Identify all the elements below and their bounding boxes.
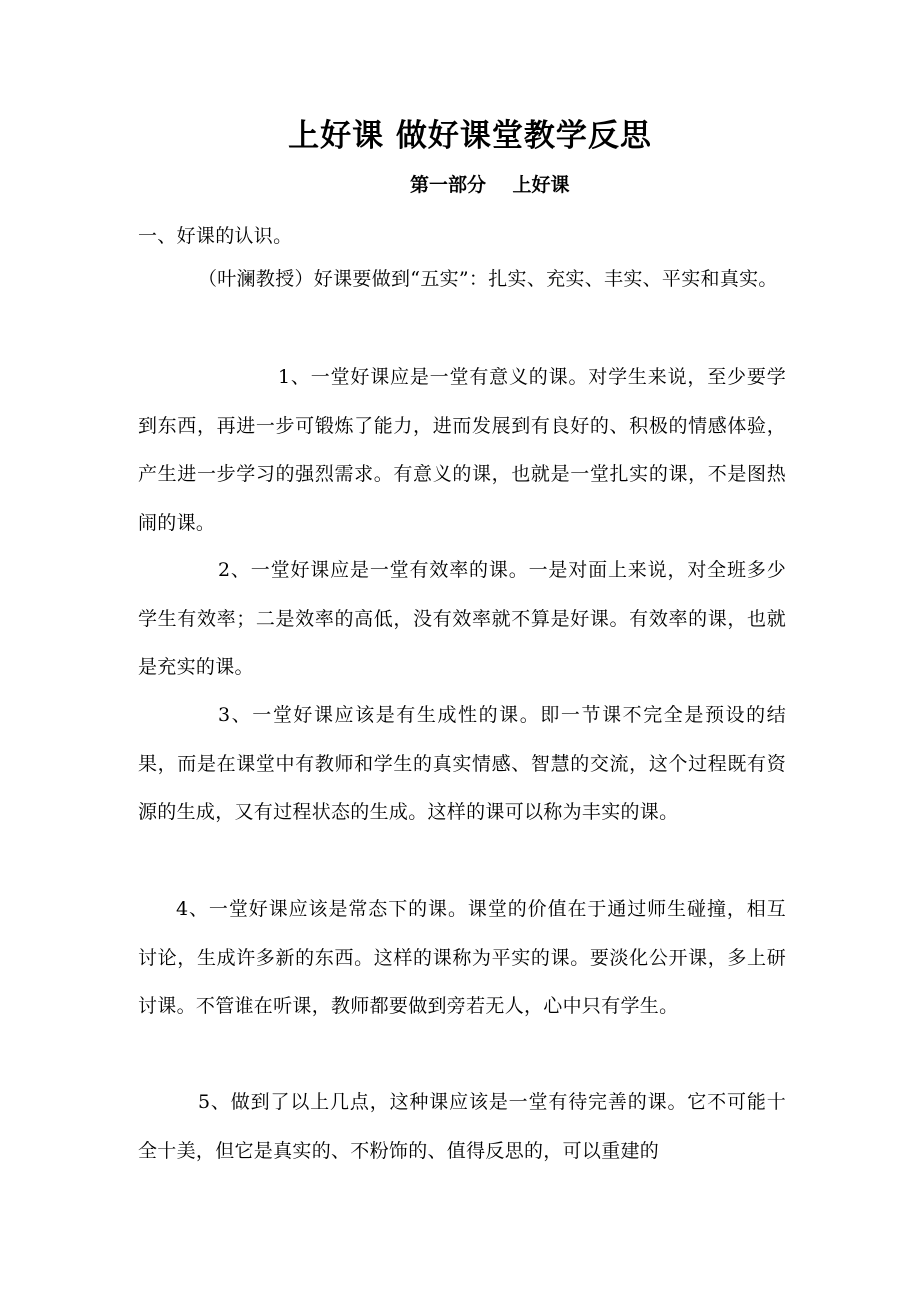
section-heading: 一、好课的认识。 (138, 225, 293, 247)
intro-paragraph: （叶澜教授）好课要做到“五实”：扎实、充实、丰实、平实和真实。 (198, 268, 778, 290)
paragraph-point-4: 4、一堂好课应该是常态下的课。课堂的价值在于通过师生碰撞，相互讨论，生成许多新的东西。这样的课称为平实的课。要淡化公开课，多上研讨课。不管谁在听课，教师都要做到旁若无人，心中只有学生。 (138, 898, 786, 1017)
paragraph-point-5: 5、做到了以上几点，这种课应该是一堂有待完善的课。它不可能十全十美，但它是真实的、不粉饰的、值得反思的，可以重建的 (138, 1091, 786, 1162)
paragraph-point-3: 3、一堂好课应该是有生成性的课。即一节课不完全是预设的结果，而是在课堂中有教师和学生的真实情感、智慧的交流，这个过程既有资源的生成，又有过程状态的生成。这样的课可以称为丰实的课。 (138, 704, 786, 823)
document-title: 上好课 做好课堂教学反思 (288, 118, 652, 154)
paragraph-point-2: 2、一堂好课应是一堂有效率的课。一是对面上来说，对全班多少学生有效率；二是效率的高低，没有效率就不算是好课。有效率的课，也就是充实的课。 (138, 559, 786, 678)
paragraph-point-1: 1、一堂好课应是一堂有意义的课。对学生来说，至少要学到东西，再进一步可锻炼了能力，进而发展到有良好的、积极的情感体验，产生进一步学习的强烈需求。有意义的课，也就是一堂扎实的课，不是图热闹的课。 (138, 366, 786, 534)
part-subtitle: 第一部分 上好课 (410, 174, 570, 196)
